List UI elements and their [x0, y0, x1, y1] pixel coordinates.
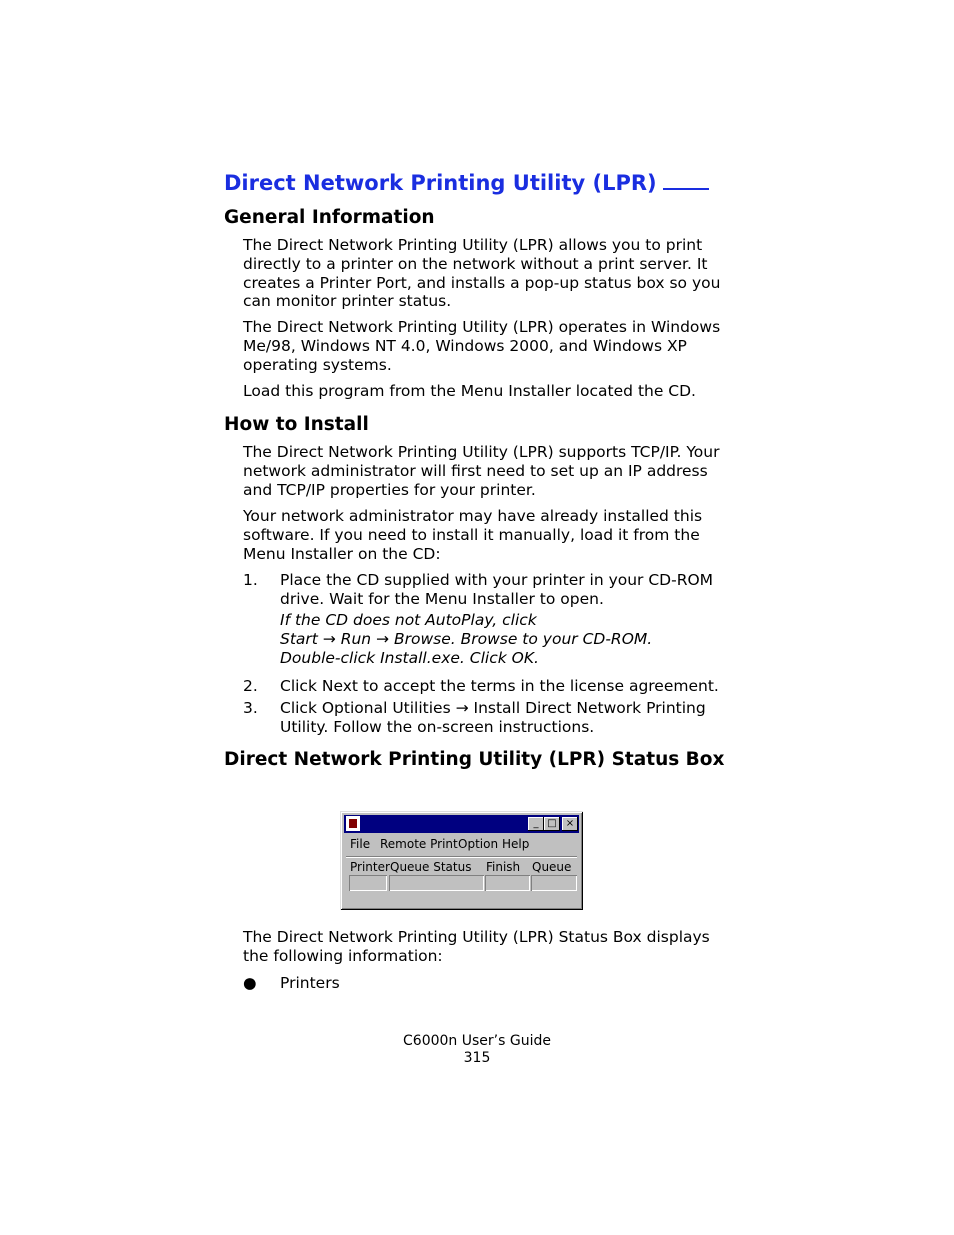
printer-cell	[349, 875, 387, 891]
column-header-queue[interactable]: Queue	[532, 860, 572, 874]
menu-help[interactable]: Help	[502, 837, 530, 851]
page-title: Direct Network Printing Utility (LPR)	[224, 170, 709, 195]
minimize-button[interactable]: _	[528, 817, 544, 831]
footer-page-number: 315	[463, 1050, 491, 1066]
footer-guide-name: C6000n User’s Guide	[403, 1033, 551, 1049]
step-1-text: Place the CD supplied with your printer in your CD-ROM drive. Wait for the Menu Installer to open.	[280, 571, 714, 608]
paragraph-general-1: The Direct Network Printing Utility (LPR) allows you to print directly to a printer on the network without a print server. It creates a Printer Port, and installs a pop-up status box so you can monitor printer status.	[243, 236, 721, 311]
heading-status-box: Direct Network Printing Utility (LPR) Status Box	[224, 749, 725, 770]
title-rule	[663, 170, 709, 190]
menu-separator	[346, 856, 577, 858]
menu-option[interactable]: Option	[458, 837, 499, 851]
column-header-finish[interactable]: Finish	[486, 860, 521, 874]
queue-status-cell	[389, 875, 484, 891]
step-2-text: Click Next to accept the terms in the license agreement.	[280, 677, 719, 695]
queue-cell	[531, 875, 577, 891]
heading-how-to-install: How to Install	[224, 414, 369, 435]
paragraph-install-1: The Direct Network Printing Utility (LPR) supports TCP/IP. Your network administrator will first need to set up an IP address and TCP/IP properties for your printer.	[243, 443, 720, 499]
column-header-queue-status[interactable]: Queue Status	[390, 860, 472, 874]
close-button[interactable]: ×	[562, 817, 578, 831]
step-number-2: 2.	[243, 677, 258, 695]
paragraph-general-2: The Direct Network Printing Utility (LPR) operates in Windows Me/98, Windows NT 4.0, Windows 2000, and Windows XP operating systems.	[243, 318, 721, 374]
bullet-icon: ●	[243, 974, 257, 992]
menu-bar	[344, 835, 579, 853]
paragraph-status-1: The Direct Network Printing Utility (LPR) Status Box displays the following information:	[243, 928, 710, 965]
paragraph-general-3: Load this program from the Menu Installer located the CD.	[243, 382, 696, 400]
column-header-printer[interactable]: Printer	[350, 860, 390, 874]
status-box-window	[340, 811, 583, 910]
menu-file[interactable]: File	[350, 837, 371, 851]
menu-remote-print[interactable]: Remote Print	[380, 837, 458, 851]
paragraph-install-2: Your network administrator may have already installed this software. If you need to install it manually, load it from the Menu Installer on the CD:	[243, 507, 703, 563]
bullet-item-printers: Printers	[280, 974, 340, 992]
app-icon	[346, 816, 360, 831]
finish-cell	[485, 875, 530, 891]
window-titlebar[interactable]	[344, 815, 579, 833]
step-3-text: Click Optional Utilities → Install Direct Network Printing Utility. Follow the on-screen instructions.	[280, 699, 706, 736]
step-number-1: 1.	[243, 571, 258, 589]
heading-general-information: General Information	[224, 207, 435, 228]
maximize-button[interactable]: □	[544, 817, 560, 831]
step-1-note: If the CD does not AutoPlay, click Start → Run → Browse. Browse to your CD-ROM. Double-click Install.exe. Click OK.	[280, 611, 653, 667]
step-number-3: 3.	[243, 699, 258, 717]
